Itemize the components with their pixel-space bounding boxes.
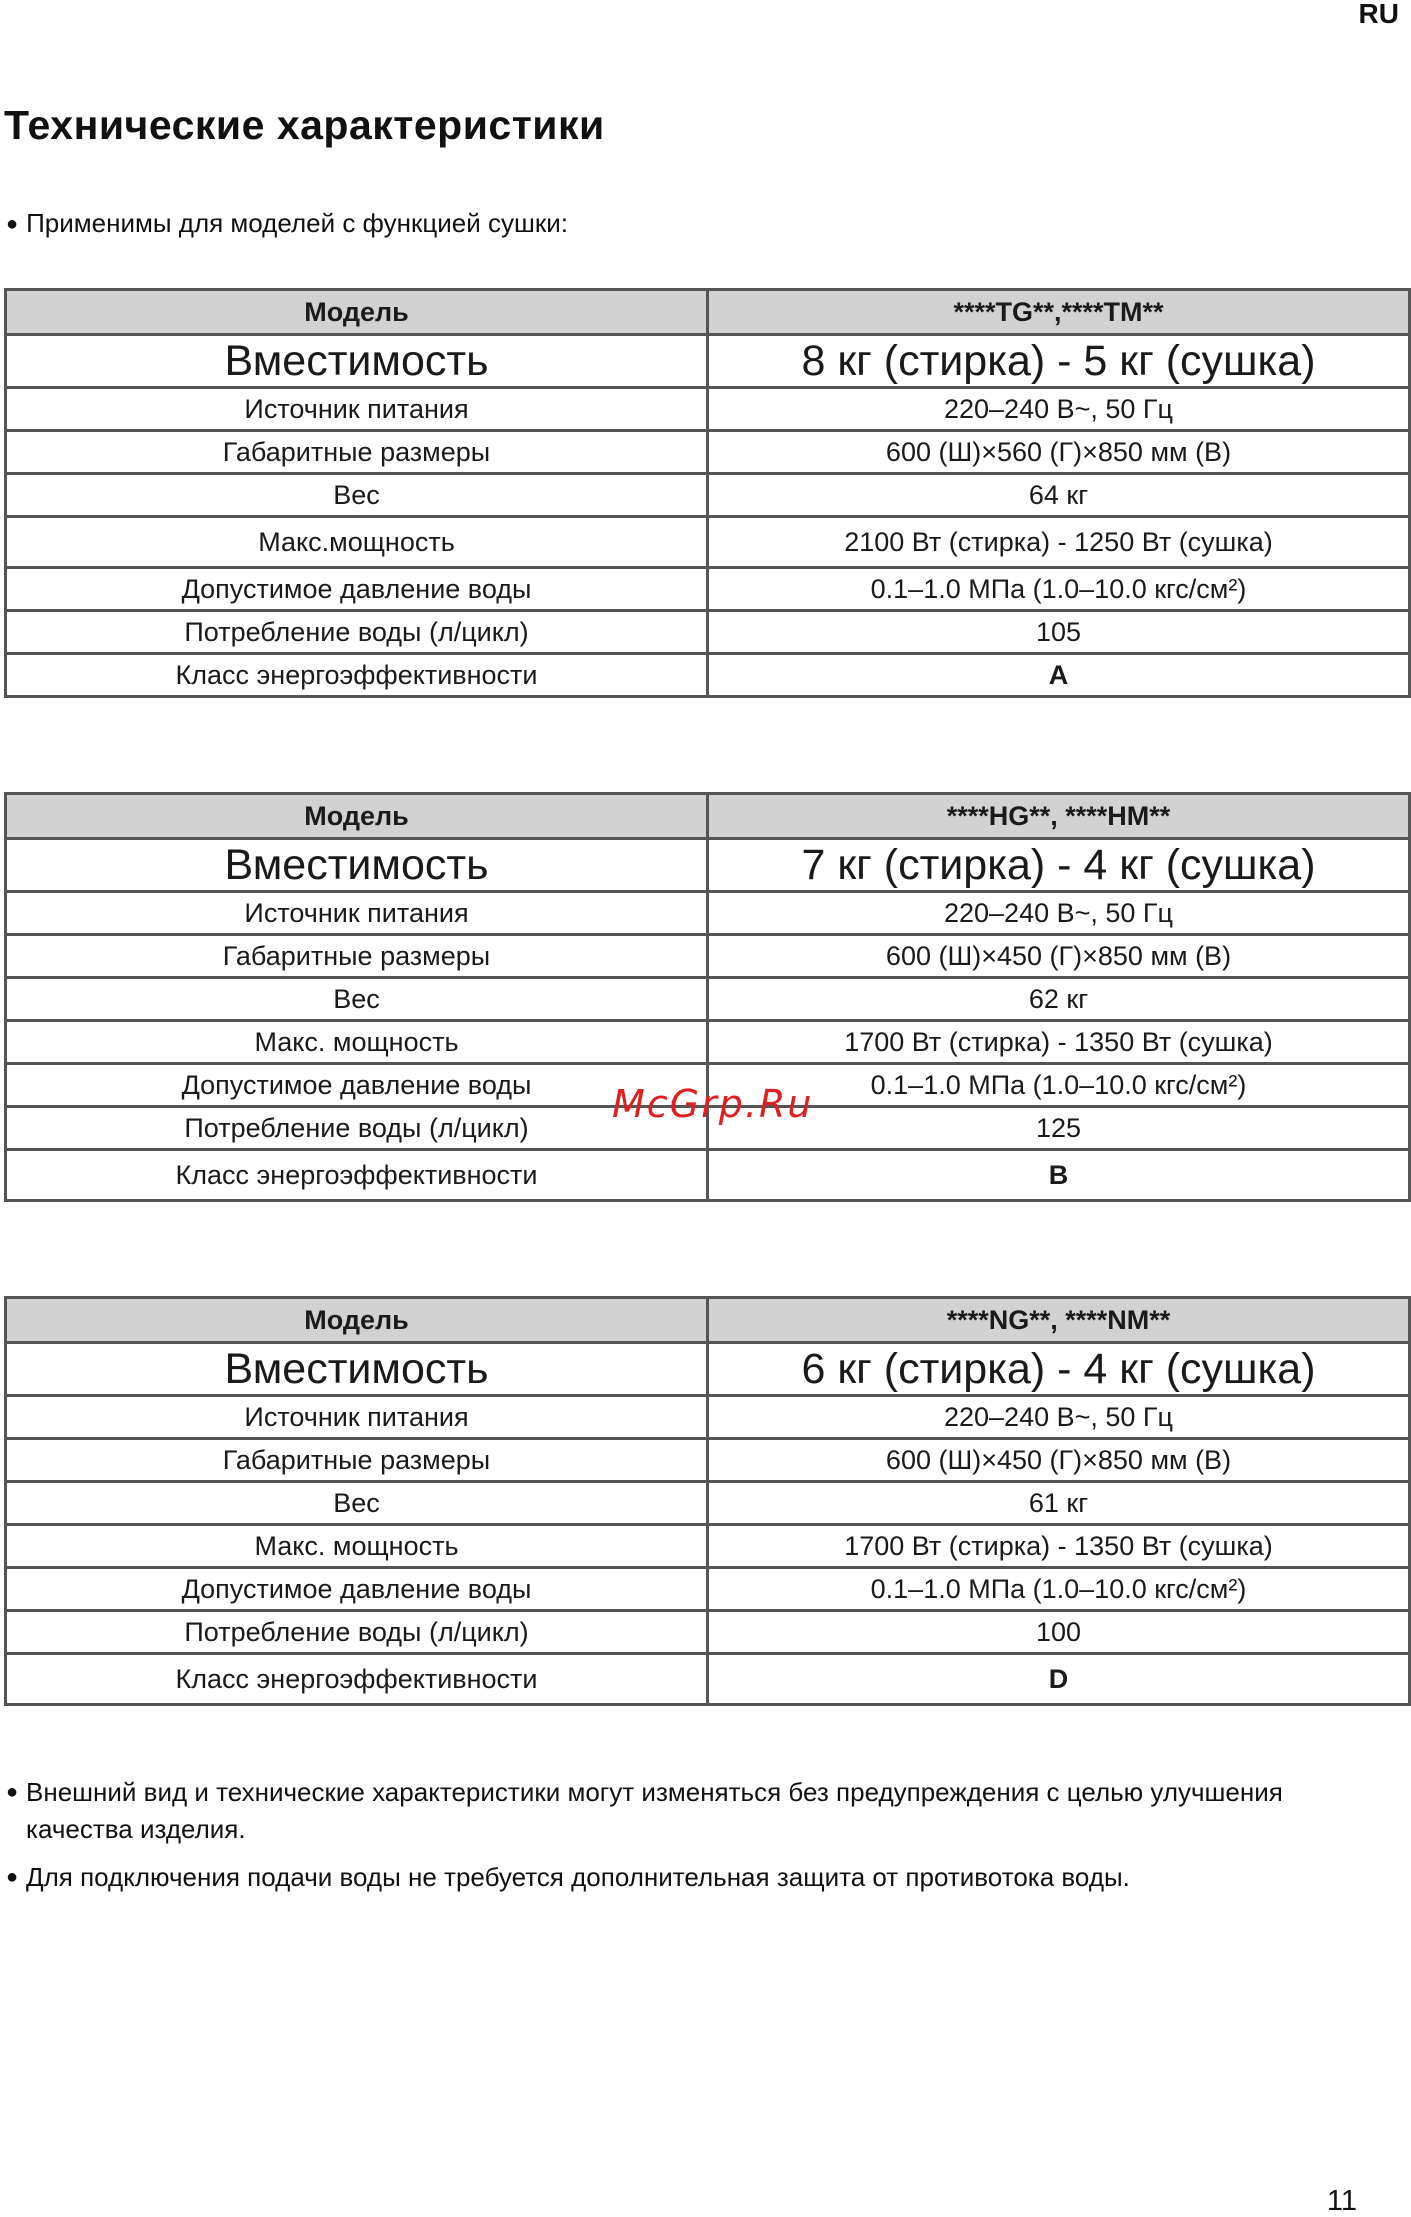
row-value: 1700 Вт (стирка) - 1350 Вт (сушка) (708, 1525, 1410, 1568)
row-label: Макс. мощность (6, 1525, 708, 1568)
row-value: 62 кг (708, 978, 1410, 1021)
table-row (6, 1396, 1410, 1439)
watermark: McGrp.Ru (612, 1082, 814, 1126)
spec-table-1 (4, 288, 1411, 698)
row-label: Макс.мощность (6, 517, 708, 568)
row-label: Допустимое давление воды (6, 568, 708, 611)
row-value: 61 кг (708, 1482, 1410, 1525)
row-value: 0.1–1.0 МПа (1.0–10.0 кгс/см²) (708, 1568, 1410, 1611)
table-row (6, 935, 1410, 978)
energy-class-label: Класс энергоэффективности (6, 1150, 708, 1201)
table-row (6, 978, 1410, 1021)
intro-bullet (6, 208, 568, 239)
row-label: Источник питания (6, 388, 708, 431)
row-value: 0.1–1.0 МПа (1.0–10.0 кгс/см²) (708, 568, 1410, 611)
intro-text: Применимы для моделей с функцией сушки: (26, 208, 568, 238)
table-row (6, 568, 1410, 611)
row-value: 220–240 В~, 50 Гц (708, 388, 1410, 431)
capacity-value: 8 кг (стирка) - 5 кг (сушка) (708, 335, 1410, 388)
table-row (6, 517, 1410, 568)
table-header-row (6, 794, 1410, 839)
note-text: Для подключения подачи воды не требуется дополнительная защита от противотока воды. (26, 1862, 1130, 1892)
bullet-icon: ● (6, 1866, 19, 1888)
model-label: Модель (6, 290, 708, 335)
model-value: ****TG**,****TM** (708, 290, 1410, 335)
row-label: Допустимое давление воды (6, 1064, 708, 1107)
capacity-value: 6 кг (стирка) - 4 кг (сушка) (708, 1343, 1410, 1396)
energy-class-label: Класс энергоэффективности (6, 654, 708, 697)
note-text: Внешний вид и технические характеристики могут изменяться без предупреждения с целью улучшения качества изделия. (26, 1777, 1283, 1844)
capacity-row (6, 1343, 1410, 1396)
row-value: 1700 Вт (стирка) - 1350 Вт (сушка) (708, 1021, 1410, 1064)
capacity-row (6, 335, 1410, 388)
language-label: RU (1358, 0, 1399, 29)
row-value: 600 (Ш)×560 (Г)×850 мм (В) (708, 431, 1410, 474)
row-label: Габаритные размеры (6, 1439, 708, 1482)
row-value: 0.1–1.0 МПа (1.0–10.0 кгс/см²) (708, 1064, 1410, 1107)
table-header-row (6, 1298, 1410, 1343)
energy-class-value: D (708, 1654, 1410, 1705)
row-label: Макс. мощность (6, 1021, 708, 1064)
row-label: Потребление воды (л/цикл) (6, 1107, 708, 1150)
capacity-label: Вместимость (6, 839, 708, 892)
capacity-label: Вместимость (6, 335, 708, 388)
row-value: 64 кг (708, 474, 1410, 517)
page-number: 11 (1326, 2185, 1357, 2217)
notes (6, 1774, 1386, 1907)
row-label: Вес (6, 978, 708, 1021)
row-label: Потребление воды (л/цикл) (6, 1611, 708, 1654)
row-value: 105 (708, 611, 1410, 654)
row-label: Источник питания (6, 892, 708, 935)
row-value: 600 (Ш)×450 (Г)×850 мм (В) (708, 1439, 1410, 1482)
table-row (6, 1525, 1410, 1568)
note-item (6, 1859, 1386, 1896)
table-row (6, 1021, 1410, 1064)
table-row (6, 431, 1410, 474)
table-row (6, 1568, 1410, 1611)
model-value: ****HG**, ****HM** (708, 794, 1410, 839)
capacity-row (6, 839, 1410, 892)
spec-table-3 (4, 1296, 1411, 1706)
capacity-label: Вместимость (6, 1343, 708, 1396)
bullet-icon: ● (6, 213, 19, 235)
row-label: Вес (6, 1482, 708, 1525)
table-row (6, 611, 1410, 654)
row-value: 125 (708, 1107, 1410, 1150)
row-value: 2100 Вт (стирка) - 1250 Вт (сушка) (708, 517, 1410, 568)
row-label: Вес (6, 474, 708, 517)
note-item (6, 1774, 1386, 1848)
row-value: 100 (708, 1611, 1410, 1654)
row-value: 600 (Ш)×450 (Г)×850 мм (В) (708, 935, 1410, 978)
row-label: Габаритные размеры (6, 935, 708, 978)
row-label: Источник питания (6, 1396, 708, 1439)
energy-class-value: B (708, 1150, 1410, 1201)
row-value: 220–240 В~, 50 Гц (708, 892, 1410, 935)
row-label: Допустимое давление воды (6, 1568, 708, 1611)
table-row (6, 1439, 1410, 1482)
capacity-value: 7 кг (стирка) - 4 кг (сушка) (708, 839, 1410, 892)
energy-class-label: Класс энергоэффективности (6, 1654, 708, 1705)
table-row (6, 388, 1410, 431)
row-label: Потребление воды (л/цикл) (6, 611, 708, 654)
table-row (6, 892, 1410, 935)
energy-class-row (6, 1654, 1410, 1705)
table-header-row (6, 290, 1410, 335)
energy-class-value: A (708, 654, 1410, 697)
table-row (6, 1611, 1410, 1654)
model-value: ****NG**, ****NM** (708, 1298, 1410, 1343)
spec-table-2 (4, 792, 1411, 1202)
energy-class-row (6, 1150, 1410, 1201)
model-label: Модель (6, 794, 708, 839)
table-row (6, 1482, 1410, 1525)
row-label: Габаритные размеры (6, 431, 708, 474)
model-label: Модель (6, 1298, 708, 1343)
page-title: Технические характеристики (4, 102, 605, 148)
row-value: 220–240 В~, 50 Гц (708, 1396, 1410, 1439)
table-row (6, 474, 1410, 517)
bullet-icon: ● (6, 1781, 19, 1803)
energy-class-row (6, 654, 1410, 697)
